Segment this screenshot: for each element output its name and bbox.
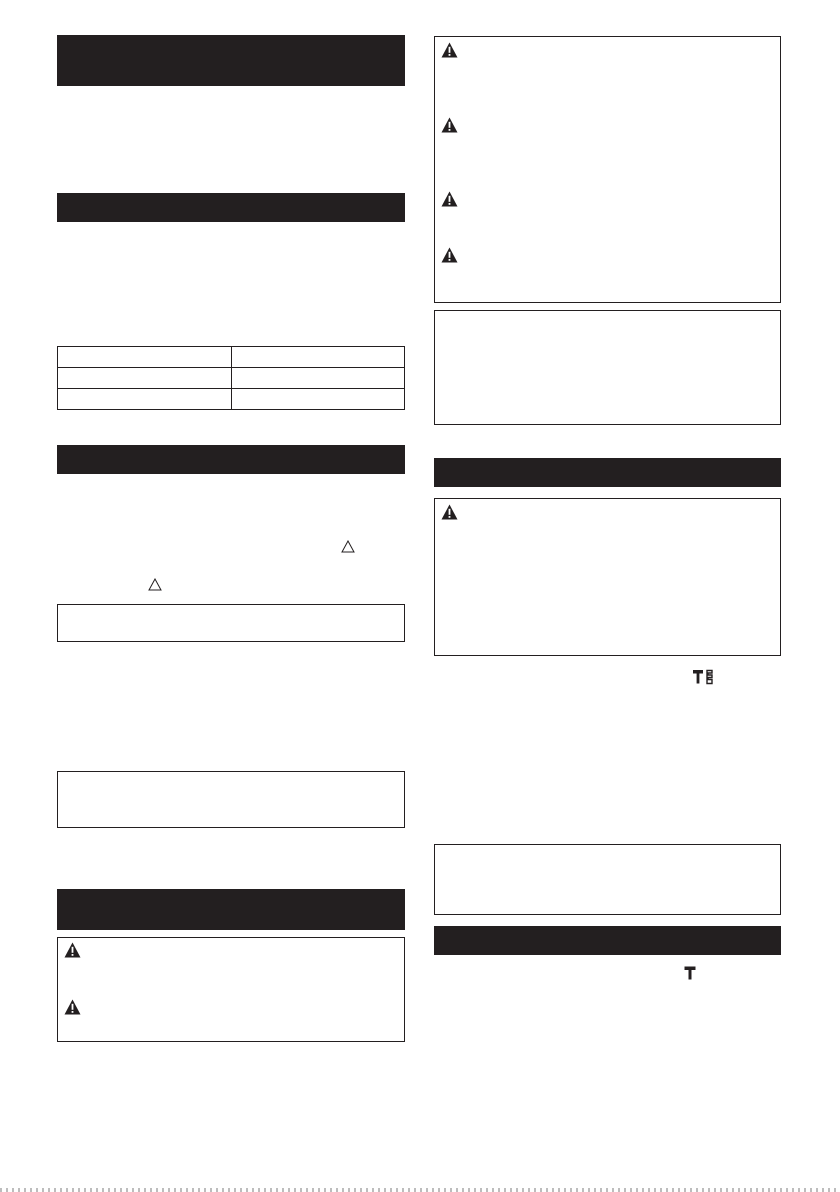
warning-triangle-icon bbox=[441, 504, 458, 520]
note-box-right-1 bbox=[434, 310, 781, 425]
table-cell bbox=[232, 389, 405, 410]
outline-triangle-icon bbox=[341, 540, 355, 553]
warning-triangle-icon bbox=[441, 247, 458, 263]
warning-box-right-2 bbox=[434, 498, 781, 656]
section-header-1 bbox=[57, 35, 405, 86]
table-row bbox=[58, 368, 405, 389]
page-edge-rule bbox=[0, 1188, 840, 1192]
hammer-drill-mode-icon bbox=[692, 669, 716, 685]
table-cell bbox=[232, 368, 405, 389]
note-box-2 bbox=[57, 771, 405, 828]
table-row bbox=[58, 389, 405, 410]
warning-triangle-icon bbox=[441, 117, 458, 133]
warning-box-left bbox=[57, 937, 405, 1042]
specifications-table bbox=[57, 346, 405, 410]
note-box-1 bbox=[57, 604, 405, 642]
section-header-4 bbox=[57, 889, 405, 930]
section-header-right-1 bbox=[434, 458, 781, 487]
section-header-right-2 bbox=[434, 926, 781, 955]
table-cell bbox=[58, 347, 232, 368]
warning-triangle-icon bbox=[441, 191, 458, 207]
outline-triangle-icon bbox=[148, 578, 162, 591]
table-cell bbox=[58, 368, 232, 389]
table-cell bbox=[232, 347, 405, 368]
table-cell bbox=[58, 389, 232, 410]
warning-box-right-1 bbox=[434, 36, 781, 303]
warning-triangle-icon bbox=[441, 42, 458, 58]
section-header-3 bbox=[57, 445, 405, 474]
note-box-right-2 bbox=[434, 844, 781, 915]
table-row bbox=[58, 347, 405, 368]
warning-triangle-icon bbox=[64, 999, 81, 1015]
hammer-mode-icon bbox=[684, 966, 696, 980]
section-header-2 bbox=[57, 193, 405, 222]
warning-triangle-icon bbox=[64, 942, 81, 958]
